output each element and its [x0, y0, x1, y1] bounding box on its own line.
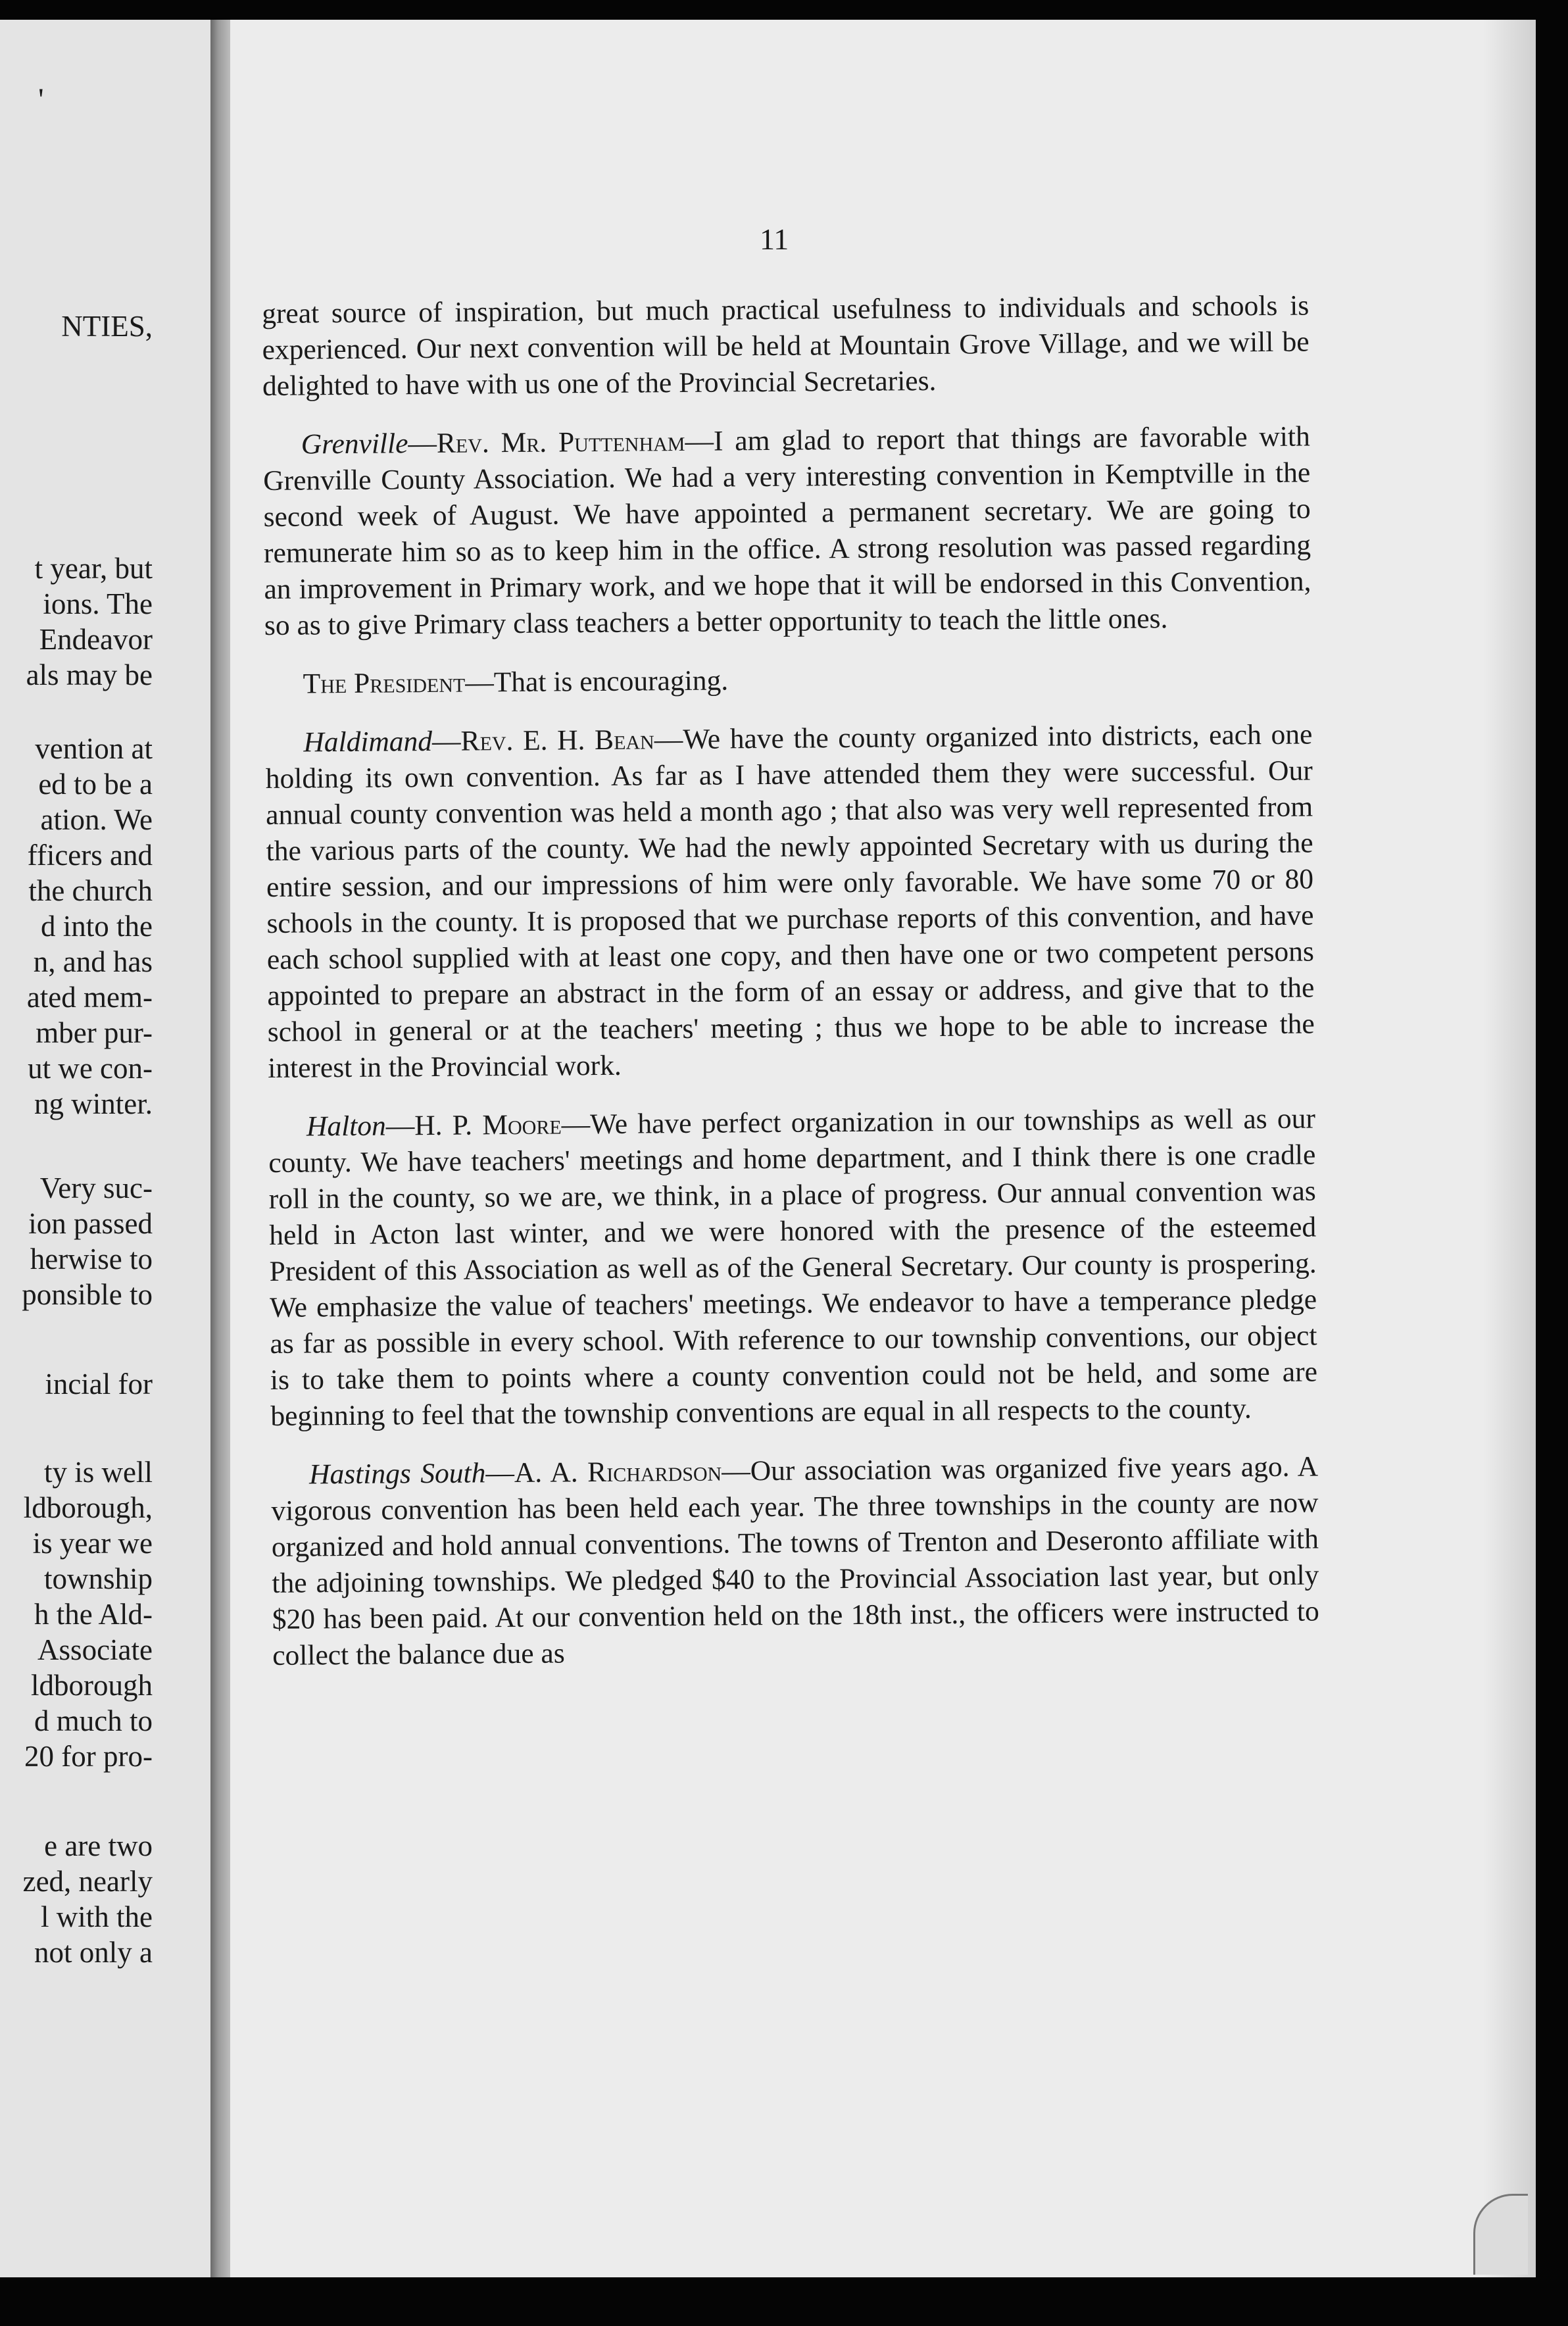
scan-border-top — [0, 0, 1568, 20]
previous-page-line: herwise to — [30, 1243, 153, 1275]
report-paragraph: The President—That is encouraging. — [303, 664, 729, 700]
paragraph-text: I am glad to report that things are favorable with Grenville County Association. We had a very interesting convention in Kemptville in the second week of August. We have appointed a permanent secretary. We are going to remunerate him so as to keep him in the office. A strong resolution was passed regarding an improvement in Primary work, and we hope that it will be endorsed in this Convention, so as to give Primary class teachers a better opportunity to teach the little ones. — [263, 420, 1311, 641]
paragraph-text: Our association was organized five years ago. A vigorous convention has been held each year. The three townships in the county are now organized and hold annual conventions. The towns of Trenton and Deseronto affiliate with the adjoining townships. We pledged $40 to the Provincial Association last year, but only $20 has been paid. At our convention held on the 18th inst., the officers were instructed to collect the balance due as — [271, 1450, 1319, 1671]
report-paragraph: Grenville—Rev. Mr. Puttenham—I am glad to report that things are favorable with Grenville County Association. We had a very interesting convention in Kemptville in the second week of August. We have appointed a permanent secretary. We are going to remunerate him so as to keep him in the office. A strong resolution was passed regarding an improvement in Primary work, and we hope that it will be endorsed in this Convention, so as to give Primary class teachers a better opportunity to teach the little ones. — [263, 420, 1311, 641]
previous-page-line: ation. We — [40, 803, 153, 836]
previous-page-line: ated mem- — [26, 981, 153, 1014]
scan-border-right — [1536, 0, 1568, 2326]
previous-page-line: 20 for pro- — [24, 1740, 153, 1773]
previous-page-line: t year, but — [34, 552, 153, 585]
county-name: Haldimand — [303, 725, 433, 758]
previous-page-line: fficers and — [27, 839, 153, 872]
previous-page-line: ty is well — [44, 1456, 153, 1489]
previous-page-line: d into the — [41, 910, 153, 943]
previous-page-line: ldborough — [31, 1669, 153, 1702]
previous-page-line: Endeavor — [39, 623, 153, 656]
report-paragraph: Halton—H. P. Moore—We have perfect organization in our townships as well as our county. We have teachers' meetings and home department, and I think there is one cradle roll in the county, so we are, we think, in a place of progress. Our annual convention was held in Acton last winter, and we were honored with the presence of the esteemed President of this Association as well as of the General Secretary. Our county is prospering. We emphasize the value of teachers' meetings. We endeavor to have a temperance pledge as far as possible in every school. With reference to our township conventions, our object is to take them to points where a county convention could not be held, and some are beginning to feel that the township conventions are equal in all respects to the county. — [268, 1102, 1318, 1432]
previous-page-line: ions. The — [43, 587, 153, 620]
paragraph-text: great source of inspiration, but much practical usefulness to individuals and schools is experienced. Our next convention will be held at Mountain Grove Village, and we will be delighted to have with us one of the Provincial Secretaries. — [262, 289, 1310, 402]
previous-page-line: Very suc- — [39, 1172, 153, 1204]
previous-page-line: incial for — [45, 1368, 153, 1400]
previous-page-line: is year we — [32, 1527, 153, 1560]
previous-page-fragment — [0, 20, 210, 2277]
report-paragraph: Haldimand—Rev. E. H. Bean—We have the county organized into districts, each one holding its own convention. As far as I have attended them they were successful. Our annual county convention was held a month ago ; that also was very well represented from the various parts of the county. We had the newly appointed Secretary with us during the entire session, and our impressions of him were only favorable. We have some 70 or 80 schools in the county. It is proposed that we purchase reports of this convention, and have each school supplied with at least one copy, and then have one or two competent persons appointed to prepare an abstract in the form of an essay or address, and give that to the school in general or at the teachers' meeting ; thus we hope to be able to increase the interest in the Provincial work. — [265, 718, 1315, 1084]
previous-page-line: d much to — [34, 1704, 153, 1737]
previous-page-line: zed, nearly — [22, 1865, 153, 1898]
previous-page-line: mber pur- — [36, 1016, 153, 1049]
previous-page-line: e are two — [44, 1829, 153, 1862]
page-number: 11 — [760, 222, 789, 256]
speaker-name: Rev. Mr. Puttenham — [436, 425, 685, 459]
page-edge-shadow — [1483, 20, 1536, 2277]
previous-page-line: ed to be a — [38, 768, 153, 801]
scan-border-bottom — [0, 2277, 1568, 2326]
previous-page-line: ut we con- — [28, 1052, 153, 1085]
previous-page-line: ldborough, — [23, 1491, 153, 1524]
page-mark: ' — [38, 82, 44, 117]
previous-page-line: Associate — [37, 1633, 153, 1666]
previous-page-line: the church — [28, 874, 153, 907]
previous-page-line: township — [43, 1562, 153, 1595]
paragraph-text: We have perfect organization in our townships as well as our county. We have teachers' meetings and home department, and I think there is one cradle roll in the county, so we are, we think, in a place of progress. Our annual convention was held in Acton last winter, and we were honored with the presence of the esteemed President of this Association as well as of the General Secretary. Our county is prospering. We emphasize the value of teachers' meetings. We endeavor to have a temperance pledge as far as possible in every school. With reference to our township conventions, our object is to take them to points where a county convention could not be held, and some are beginning to feel that the township conventions are equal in all respects to the county. — [268, 1102, 1318, 1432]
speaker-name: The President — [303, 666, 466, 700]
previous-page-text — [0, 20, 210, 2277]
previous-page-line: ion passed — [28, 1207, 153, 1240]
previous-page-line: ng winter. — [34, 1087, 153, 1120]
previous-page-line: n, and has — [33, 945, 153, 978]
previous-page-line: not only a — [34, 1936, 153, 1969]
report-paragraph — [262, 287, 1310, 404]
previous-page-line: als may be — [26, 658, 153, 691]
previous-page-line: vention at — [35, 732, 153, 765]
speaker-name: Rev. E. H. Bean — [460, 724, 654, 757]
speaker-name: H. P. Moore — [414, 1108, 562, 1142]
county-name: Grenville — [301, 428, 408, 460]
previous-page-line: h the Ald- — [34, 1598, 153, 1631]
report-paragraph: Hastings South—A. A. Richardson—Our association was organized five years ago. A vigorous convention has been held each year. The three townships in the county are now organized and hold annual conventions. The towns of Trenton and Deseronto affiliate with the adjoining townships. We pledged $40 to the Provincial Association last year, but only $20 has been paid. At our convention held on the 18th inst., the officers were instructed to collect the balance due as — [271, 1450, 1319, 1671]
previous-page-line: ponsible to — [22, 1278, 153, 1311]
report-text — [262, 287, 1320, 1696]
paragraph-text: We have the county organized into districts, each one holding its own convention. As far as I have attended them they were successful. Our annual county convention was held a month ago ; that also was very well represented from the various parts of the county. We had the newly appointed Secretary with us during the entire session, and our impressions of him were only favorable. We have some 70 or 80 schools in the county. It is proposed that we purchase reports of this convention, and have each school supplied with at least one copy, and then have one or two competent persons appointed to prepare an abstract in the form of an essay or address, and give that to the school in general or at the teachers' meeting ; thus we hope to be able to increase the interest in the Provincial work. — [265, 718, 1315, 1084]
book-gutter — [210, 20, 230, 2277]
county-name: Hastings South — [308, 1457, 486, 1491]
previous-page-line: NTIES, — [61, 310, 153, 343]
previous-page-line: l with the — [41, 1900, 153, 1933]
paragraph-text: That is encouraging. — [493, 664, 729, 699]
county-name: Halton — [306, 1110, 386, 1143]
speaker-name: A. A. Richardson — [514, 1455, 722, 1489]
